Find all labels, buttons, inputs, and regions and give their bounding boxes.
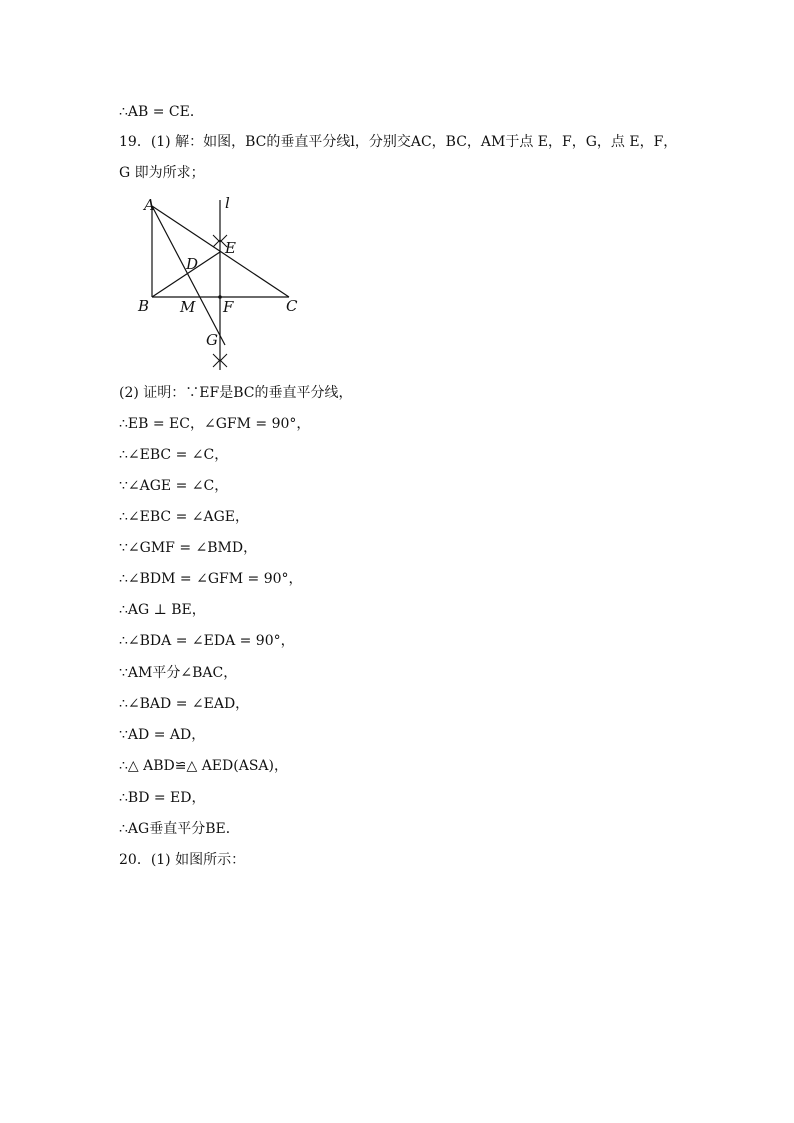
line-4: ∴EB = EC，∠GFM = 90°， (119, 416, 311, 432)
label-d: D (186, 255, 199, 273)
label-g: G (206, 331, 218, 349)
label-a: A (144, 196, 155, 214)
line-9: ∴∠BDM = ∠GFM = 90°， (119, 571, 303, 587)
line-17: ∴AG垂直平分BE． (119, 821, 240, 837)
line-15: ∴△ ABD≌△ AED(ASA)， (119, 758, 288, 774)
line-10: ∴AG ⊥ BE， (119, 602, 206, 618)
line-16: ∴BD = ED， (119, 790, 206, 806)
line-7: ∴∠EBC = ∠AGE， (119, 509, 249, 525)
line-5: ∴∠EBC = ∠C， (119, 447, 229, 463)
label-b: B (138, 297, 150, 315)
line-8: ∵∠GMF = ∠BMD， (119, 540, 258, 556)
line-12: ∵AM平分∠BAC， (119, 665, 238, 681)
label-c: C (286, 297, 298, 315)
problem-19-part1: 19．(1) 解：如图，BC的垂直平分线l，分别交AC，BC，AM于点 E，F，G，点 E，F，G 即为所求； (119, 134, 678, 181)
line-3: (2) 证明：∵EF是BC的垂直平分线， (119, 385, 353, 401)
label-e: E (225, 239, 236, 257)
point-f (218, 295, 222, 299)
label-l: l (225, 194, 230, 212)
geometry-figure (130, 190, 320, 380)
line-14: ∵AD = AD， (119, 727, 206, 743)
label-m: M (180, 298, 196, 316)
line-6: ∵∠AGE = ∠C， (119, 478, 229, 494)
line-11: ∴∠BDA = ∠EDA = 90°， (119, 633, 295, 649)
segment-ag (152, 206, 225, 345)
line-13: ∴∠BAD = ∠EAD， (119, 696, 250, 712)
line-1: ∴AB = CE． (119, 104, 204, 120)
line-18: 20．(1) 如图所示： (119, 852, 246, 868)
label-f: F (223, 298, 234, 316)
